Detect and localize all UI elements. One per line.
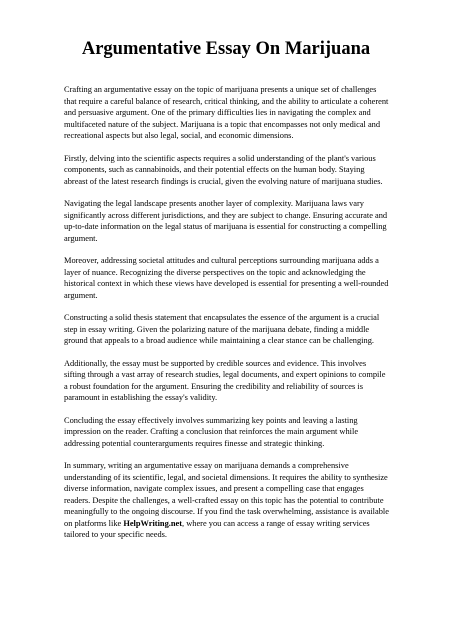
text-line: components, such as cannabinoids, and their potential effects on the human body. Staying <box>64 165 365 174</box>
paragraph-8 <box>64 460 424 541</box>
text-line: historical context in which these views have developed is essential for presenting a well-rounded <box>64 279 389 288</box>
text-line: Moreover, addressing societal attitudes and cultural perceptions surrounding marijuana adds a <box>64 256 379 265</box>
text-line: Navigating the legal landscape presents another layer of complexity. Marijuana laws vary <box>64 199 364 208</box>
paragraph-3 <box>64 198 424 244</box>
text-line-with-link <box>64 518 424 530</box>
text-line: Additionally, the essay must be supported by credible sources and evidence. This involves <box>64 358 367 368</box>
text-line: readers. Despite the challenges, a well-crafted essay on this topic has the potential to contribute <box>64 495 384 505</box>
text-line: up-to-date information on the legal status of marijuana is essential for constructing a compelling <box>64 222 387 231</box>
text-line: and persuasive argument. One of the primary difficulties lies in navigating the complex and <box>64 108 371 117</box>
text-line: recreational aspects but also legal, social, and economic dimensions. <box>64 131 294 140</box>
text-line: tailored to your specific needs. <box>64 530 168 539</box>
text-line: Constructing a solid thesis statement that encapsulates the essence of the argument is a crucial <box>64 313 380 322</box>
text-line: Firstly, delving into the scientific aspects requires a solid understanding of the plant's various <box>64 153 376 163</box>
helpwriting-link[interactable]: HelpWriting.net <box>123 518 183 528</box>
paragraph-5 <box>64 312 424 347</box>
link-prefix-text: on platforms like <box>64 518 124 528</box>
link-suffix-text: , where you can access a range of essay writing services <box>182 518 370 528</box>
text-line: Concluding the essay effectively involves summarizing key points and leaving a lasting <box>64 415 358 425</box>
text-line: understanding of its scientific, legal, and societal dimensions. It requires the ability to synthesize <box>64 472 388 482</box>
text-line: argument. <box>64 233 98 243</box>
text-line: paramount in establishing the essay's validity. <box>64 393 218 402</box>
text-line: abreast of the latest research findings is crucial, given the evolving nature of marijuana studies. <box>64 176 383 186</box>
text-line: layer of nuance. Recognizing the diverse perspectives on the topic and acknowledging the <box>64 267 366 277</box>
document-title: Argumentative Essay On Marijuana <box>81 39 371 59</box>
text-line: step in essay writing. Given the polarizing nature of the marijuana debate, finding a middle <box>64 324 370 334</box>
text-line: impression on the reader. Crafting a conclusion that reinforces the main argument while <box>64 427 359 436</box>
text-line: a robust foundation for the argument. Ensuring the credibility and reliability of sources is <box>64 381 363 391</box>
text-line: multifaceted nature of the subject. Marijuana is a topic that encompasses not only medical and <box>64 119 381 129</box>
paragraph-2 <box>64 153 424 188</box>
text-line: ground that appeals to a broad audience while maintaining a clear stance can be challenging. <box>64 336 374 345</box>
text-line: significantly across different jurisdictions, and they are subject to change. Ensuring accurate and <box>64 210 388 220</box>
text-line: Crafting an argumentative essay on the topic of marijuana presents a unique set of challenges <box>64 85 377 94</box>
paragraph-6 <box>64 358 424 404</box>
paragraph-4 <box>64 255 424 301</box>
paragraph-1 <box>64 84 424 142</box>
text-line: sifting through a vast array of research studies, legal documents, and expert opinions to compile <box>64 370 386 379</box>
text-line: meaningfully to the ongoing discourse. If you find the task overwhelming, assistance is available <box>64 507 389 516</box>
text-line: argument. <box>64 290 98 300</box>
paragraph-7 <box>64 415 424 450</box>
document-body <box>64 84 424 552</box>
text-line: that require a careful balance of research, critical thinking, and the ability to articulate a coherent <box>64 96 389 106</box>
text-line: diverse information, navigate complex issues, and present a compelling case that engages <box>64 484 364 493</box>
text-line: In summary, writing an argumentative essay on marijuana demands a comprehensive <box>64 461 349 470</box>
text-line: addressing potential counterarguments requires finesse and strategic thinking. <box>64 438 325 448</box>
